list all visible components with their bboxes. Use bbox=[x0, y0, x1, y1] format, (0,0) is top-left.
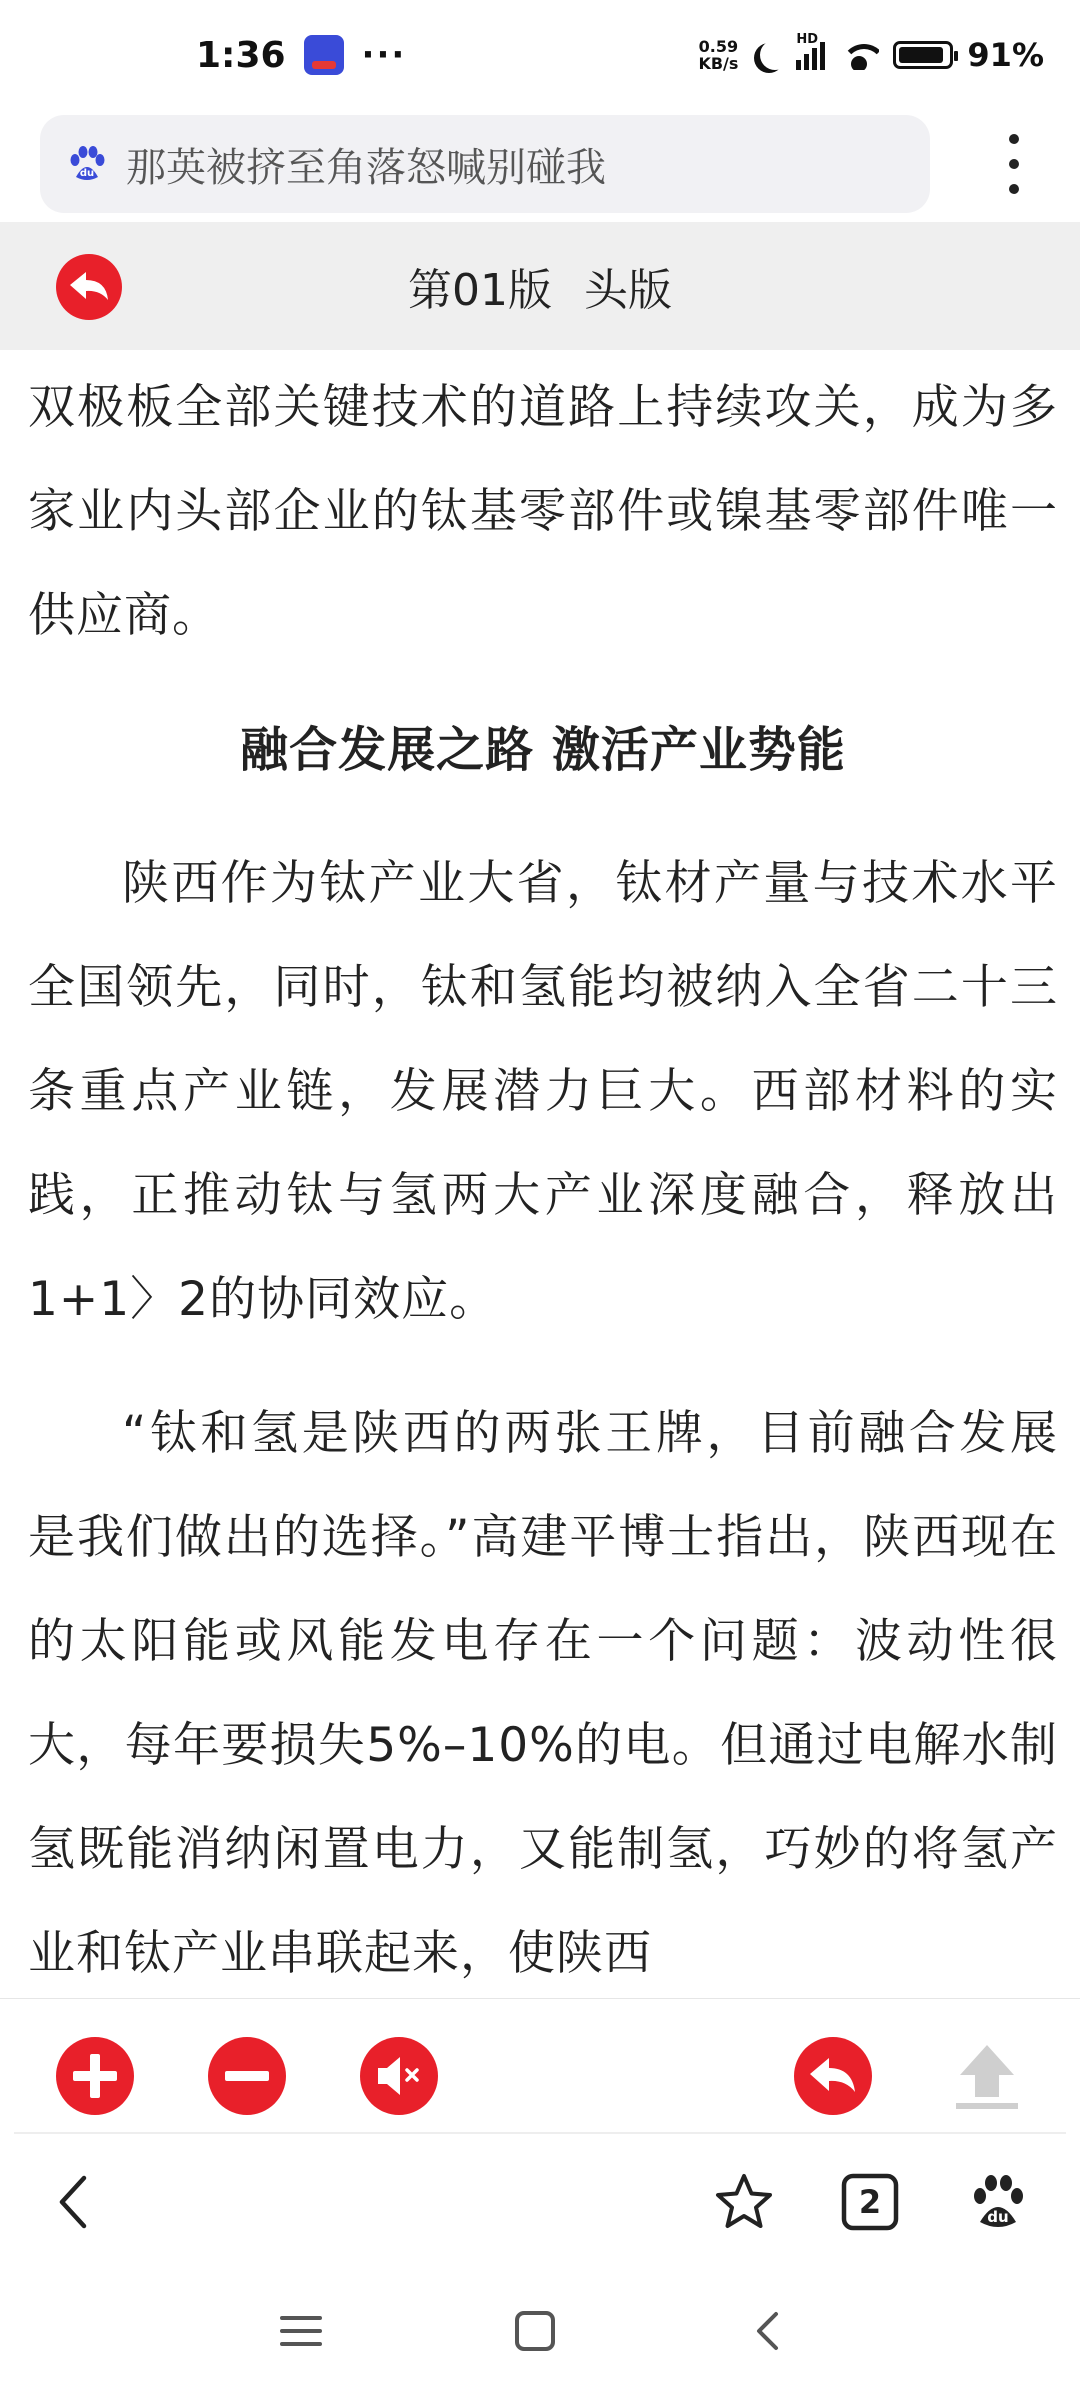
mute-button[interactable] bbox=[360, 2037, 438, 2115]
search-box[interactable] bbox=[40, 115, 930, 213]
more-menu-icon[interactable] bbox=[1008, 134, 1020, 194]
chevron-left-icon bbox=[44, 2170, 108, 2234]
status-bar bbox=[0, 0, 1080, 110]
baidu-paw-icon bbox=[966, 2170, 1030, 2234]
tabs-button[interactable] bbox=[838, 2170, 902, 2234]
back-chevron-icon bbox=[744, 2306, 794, 2356]
divider bbox=[14, 2132, 1066, 2134]
browser-back-button[interactable] bbox=[44, 2170, 108, 2234]
menu-lines-icon bbox=[276, 2306, 326, 2356]
baidu-paw-icon bbox=[66, 143, 108, 185]
upload-button[interactable] bbox=[948, 2037, 1026, 2115]
battery-fill bbox=[899, 47, 943, 63]
battery-icon bbox=[893, 41, 953, 69]
upload-arrow-icon bbox=[948, 2037, 1026, 2115]
article-subheading: 融合发展之路 激活产业势能 bbox=[240, 722, 846, 778]
page-header bbox=[0, 222, 1080, 350]
address-bar-row bbox=[0, 112, 1080, 216]
network-speed-unit: KB/s bbox=[698, 54, 739, 73]
status-time: 1:36 bbox=[196, 34, 286, 76]
more-notifications-icon: ··· bbox=[361, 35, 407, 75]
search-query-text: 那英被挤至角落怒喊别碰我 bbox=[126, 144, 606, 191]
baidu-home-button[interactable] bbox=[966, 2170, 1030, 2234]
home-button[interactable] bbox=[510, 2306, 560, 2356]
browser-bottom-nav bbox=[0, 2136, 1080, 2266]
status-right bbox=[698, 32, 1044, 74]
network-speed-value: 0.59 bbox=[698, 37, 739, 56]
article-paragraph-2: 陕西作为钛产业大省，钛材产量与技术水平全国领先，同时，钛和氢能均被纳入全省二十三条重点产业链，发展潜力巨大。西部材料的实践，正推动钛与氢两大产业深度融合，释放出1+1〉2的协同效应。 bbox=[28, 856, 1058, 1327]
speaker-mute-icon bbox=[360, 2037, 438, 2115]
network-speed bbox=[698, 38, 738, 72]
article-paragraph-1: 双极板全部关键技术的道路上持续攻关，成为多家业内头部企业的钛基零部件或镍基零部件唯一供应商。 bbox=[28, 380, 1058, 643]
zoom-in-button[interactable] bbox=[56, 2037, 134, 2115]
article-body bbox=[28, 356, 1058, 1996]
svg-text:du: du bbox=[987, 2208, 1009, 2226]
plus-circle-icon bbox=[56, 2037, 134, 2115]
star-icon bbox=[712, 2170, 776, 2234]
wifi-icon bbox=[839, 40, 879, 70]
undo-arrow-icon bbox=[794, 2037, 872, 2115]
baidu-app-notification-icon bbox=[304, 35, 344, 75]
system-back-button[interactable] bbox=[744, 2306, 794, 2356]
cellular-signal-icon bbox=[796, 32, 825, 70]
zoom-out-button[interactable] bbox=[208, 2037, 286, 2115]
article-paragraph-3: “钛和氢是陕西的两张王牌，目前融合发展是我们做出的选择。”高建平博士指出，陕西现在的太阳能或风能发电存在一个问题：波动性很大，每年要损失5%–10%的电。但通过电解水制氢既能消纳闲置电力，又能制氢，巧妙的将氢产业和钛产业串联起来，使陕西 bbox=[28, 1406, 1058, 1981]
minus-circle-icon bbox=[208, 2037, 286, 2115]
home-square-icon bbox=[510, 2306, 560, 2356]
svg-text:du: du bbox=[79, 168, 95, 179]
return-button[interactable] bbox=[794, 2037, 872, 2115]
do-not-disturb-moon-icon bbox=[760, 40, 790, 70]
battery-percent: 91% bbox=[967, 36, 1044, 74]
reader-toolbar bbox=[0, 1998, 1080, 2134]
recent-apps-button[interactable] bbox=[276, 2306, 326, 2356]
hd-label: HD bbox=[796, 32, 819, 47]
back-button[interactable] bbox=[56, 254, 122, 320]
page-title: 第01版 头版 bbox=[408, 265, 672, 316]
tab-count: 2 bbox=[858, 2183, 882, 2221]
favorite-button[interactable] bbox=[712, 2170, 776, 2234]
system-navigation-bar bbox=[0, 2266, 1080, 2400]
